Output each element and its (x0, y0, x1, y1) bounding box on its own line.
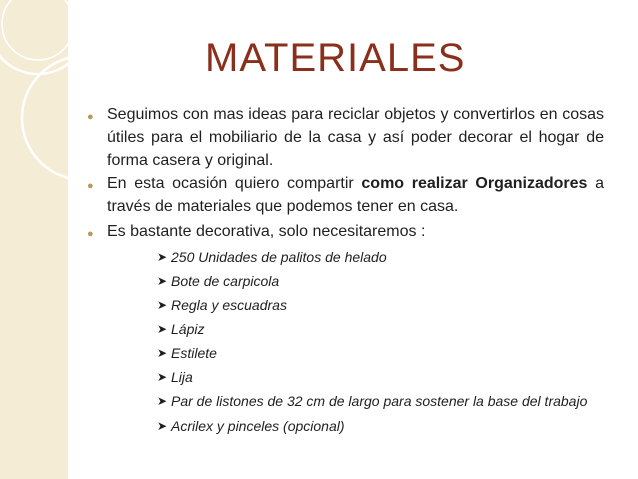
bullet-text: Es bastante decorativa, solo necesitaremos : (107, 223, 426, 240)
check-mark-icon: ➤ (157, 370, 168, 384)
content-area (87, 103, 604, 438)
material-item: ➤ Lápiz (157, 317, 604, 341)
material-item: ➤ Estilete (157, 341, 604, 365)
material-item: ➤ Regla y escuadras (157, 293, 604, 317)
bullet-text-bold: como realizar Organizadores (361, 175, 588, 192)
bullet-item-3 (87, 220, 604, 243)
bullet-icon: ● (87, 180, 94, 192)
bullet-item-2 (87, 172, 604, 218)
check-mark-icon: ➤ (157, 274, 168, 288)
bullet-text-pre: En esta ocasión quiero compartir (107, 175, 362, 192)
material-item: ➤ Par de listones de 32 cm de largo para sostener la base del trabajo (157, 393, 588, 409)
check-mark-icon: ➤ (157, 419, 168, 433)
bullet-item-1 (87, 103, 604, 172)
bullet-icon: ● (87, 111, 94, 123)
check-mark-icon: ➤ (157, 346, 168, 360)
materials-list (87, 245, 604, 438)
material-item: ➤ Bote de carpicola (157, 269, 604, 293)
decorative-circles (0, 0, 68, 479)
check-mark-icon: ➤ (157, 250, 168, 264)
material-item: ➤ 250 Unidades de palitos de helado (157, 245, 604, 269)
check-mark-icon: ➤ (157, 394, 168, 408)
page-title: MATERIALES (205, 36, 466, 80)
bullet-text: Seguimos con mas ideas para reciclar objetos y convertirlos en cosas útiles para el mobiliario de la casa y así poder decorar el hogar de forma casera y original. (107, 106, 604, 169)
bullet-icon: ● (87, 228, 94, 240)
material-item: ➤ Lija (157, 365, 604, 389)
check-mark-icon: ➤ (157, 322, 168, 336)
bullet-text-post: a través de materiales que podemos tener en casa. (107, 175, 605, 215)
check-mark-icon: ➤ (157, 298, 168, 312)
decorative-sidebar (0, 0, 68, 479)
material-item: ➤ Acrilex y pinceles (opcional) (157, 414, 604, 438)
